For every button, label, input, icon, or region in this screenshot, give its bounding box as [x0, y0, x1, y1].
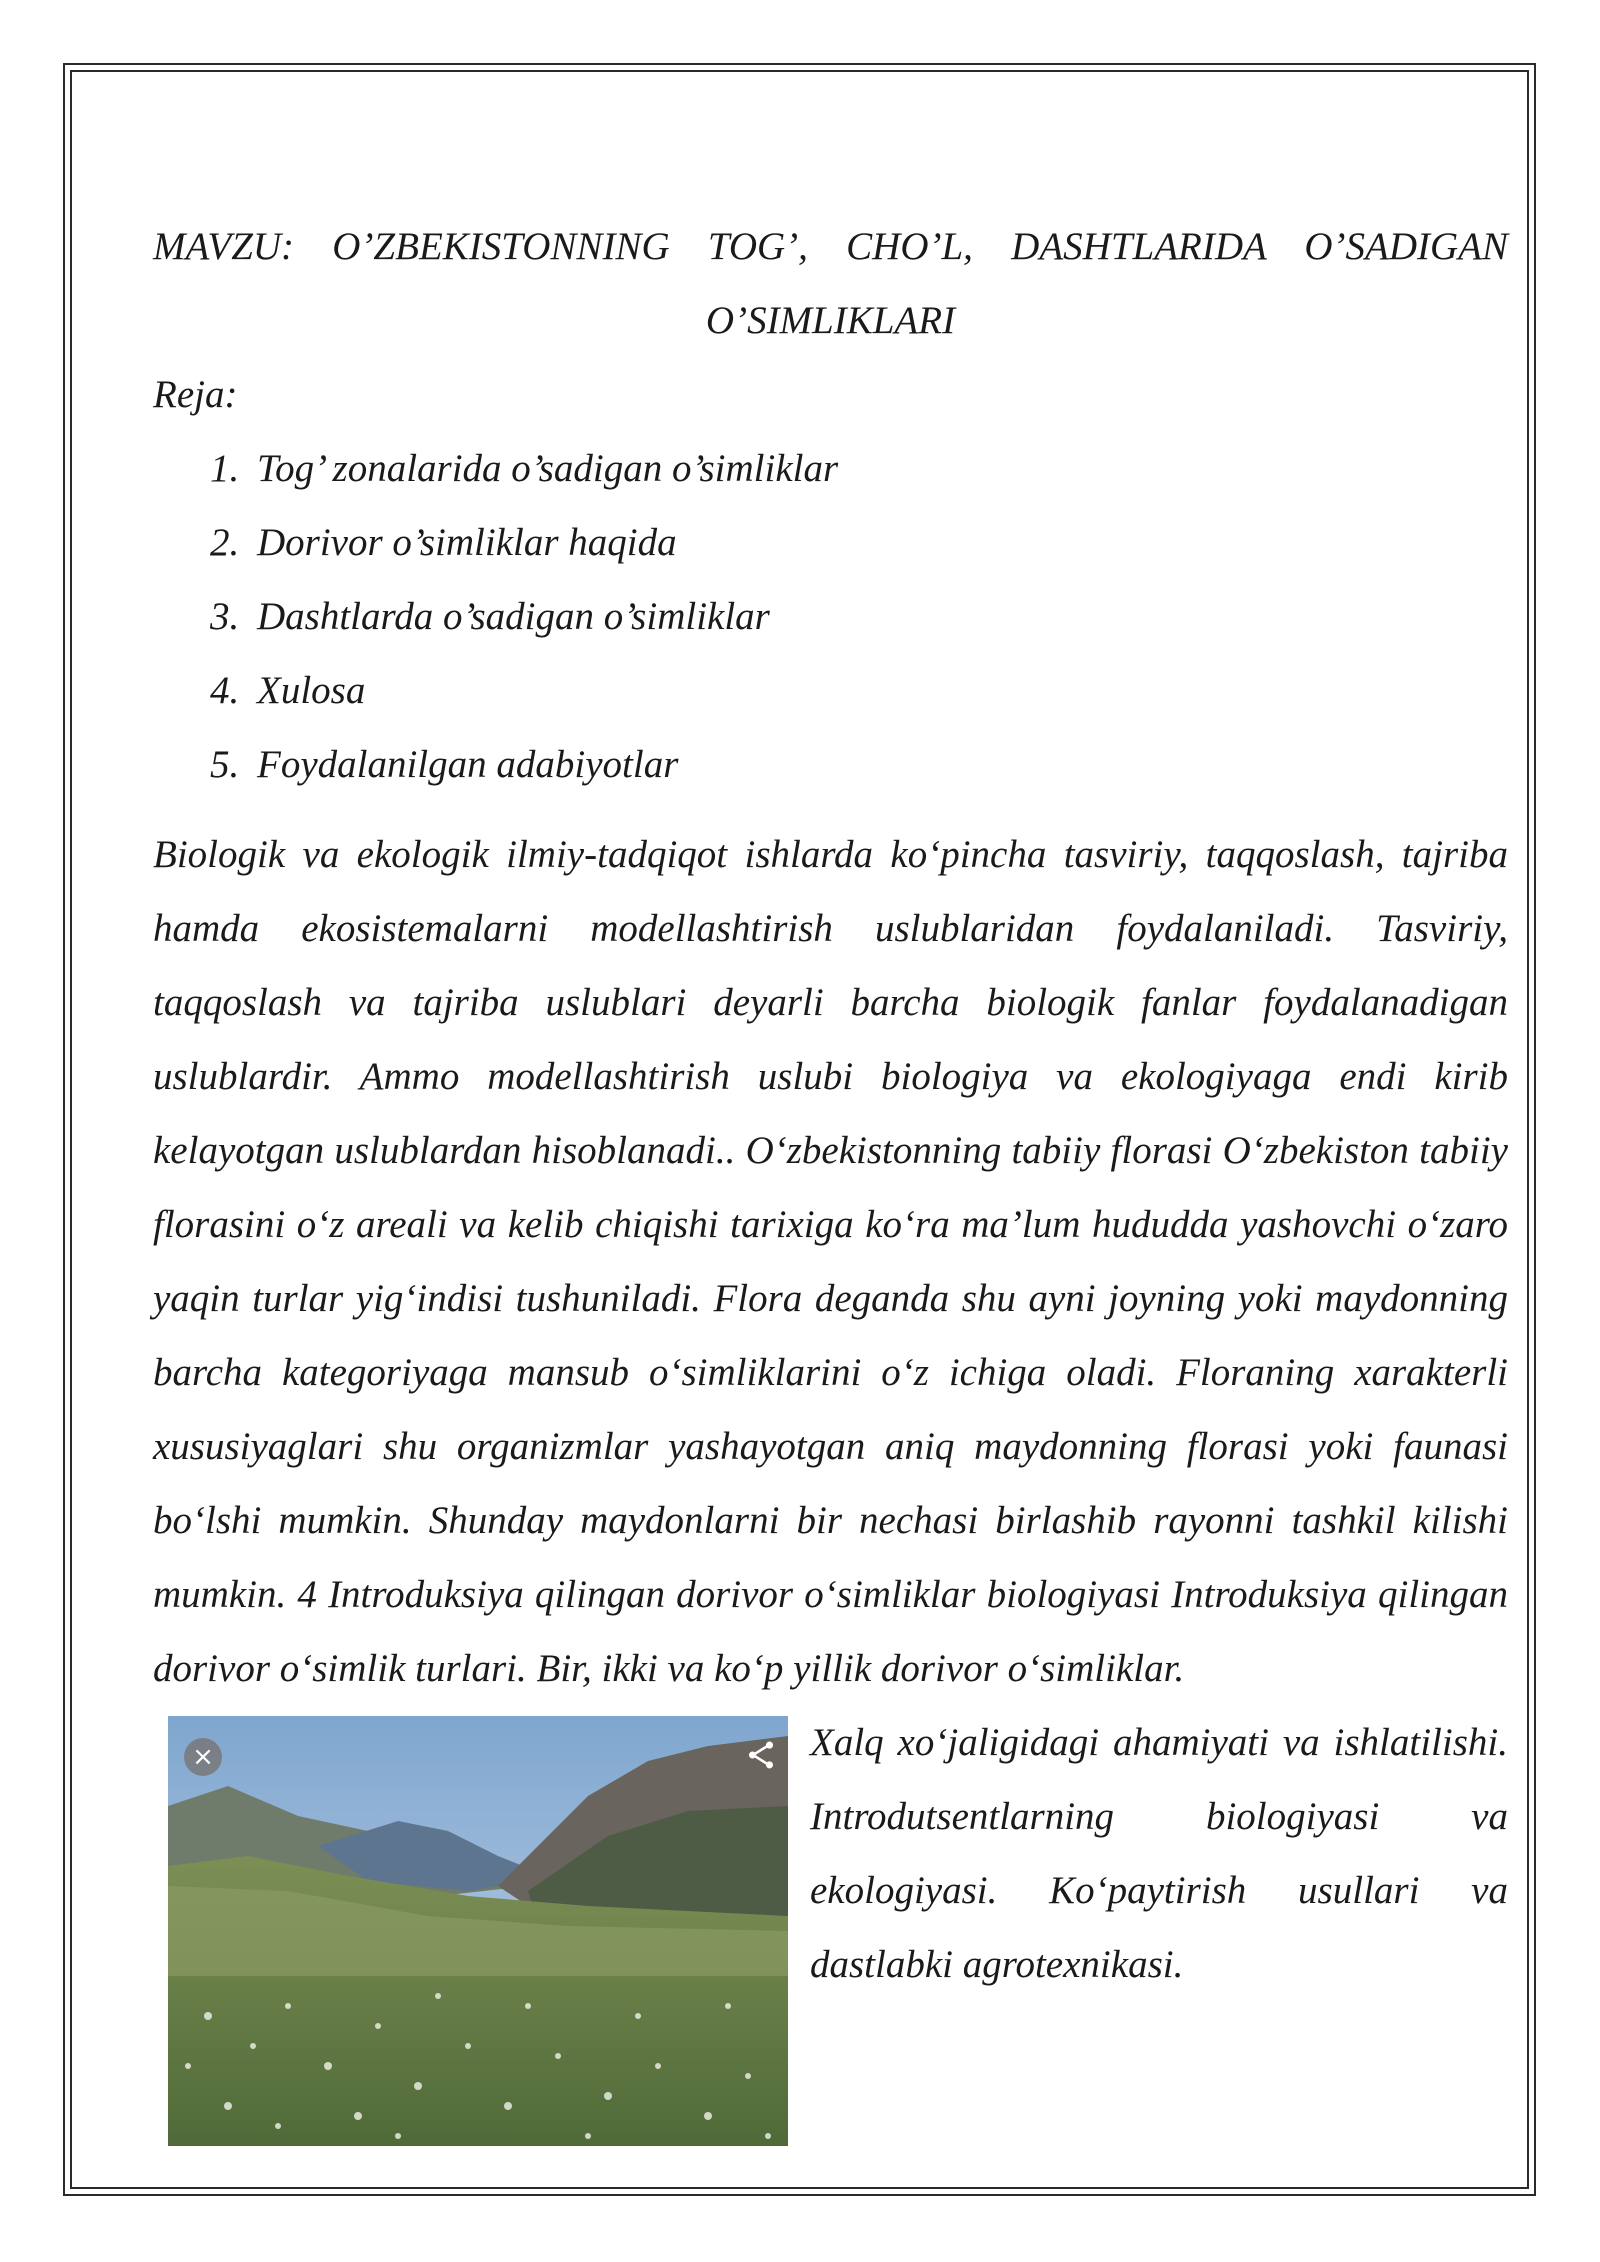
title-line-1: MAVZU: O’ZBEKISTONNING TOG’, CHO’L, DASHTLARIDA O’SADIGAN	[153, 225, 1508, 268]
paragraph-continued-text: Xalq xo‘jaligidagi ahamiyati va ishlatilishi. Introdutsentlarning biologiyasi va ekologiyasi. Ko‘paytirish usullari va dastlabki agrotexnikasi.	[810, 1721, 1508, 1986]
plan-label: Reja:	[153, 373, 238, 416]
title-line-2: O’SIMLIKLARI	[705, 299, 956, 342]
document-title	[153, 210, 1508, 358]
main-paragraph	[153, 818, 1508, 1706]
close-icon[interactable]: ×	[184, 1738, 222, 1776]
plan-item: 4. Xulosa	[249, 654, 1508, 728]
plan-item: 5. Foydalanilgan adabiyotlar	[249, 728, 1508, 802]
paragraph-text: Biologik va ekologik ilmiy-tadqiqot ishlarda ko‘pincha tasviriy, taqqoslash, tajriba hamda ekosistemalarni modellashtirish uslublaridan foydalaniladi. Tasviriy, taqqoslash va tajriba uslublari deyarli barcha biologik fanlar foydalanadigan uslublardir. Ammo modellashtirish uslubi biologiya va ekologiyaga endi kirib kelayotgan uslublardan hisoblanadi.. O‘zbekistonning tabiiy florasi O‘zbekiston tabiiy florasini o‘z areali va kelib chiqishi tarixiga ko‘ra ma’lum hududda yashovchi o‘zaro yaqin turlar yig‘indisi tushuniladi. Flora deganda shu ayni joyning yoki maydonning barcha kategoriyaga mansub o‘simliklarini o‘z ichiga oladi. Floraning xarakterli xususiyaglari shu organizmlar yashayotgan aniq maydonning florasi yoki faunasi bo‘lshi mumkin. Shunday maydonlarni bir nechasi birlashib rayonni tashkil kilishi mumkin. 4 Introduksiya qilingan dorivor o‘simliklar biologiyasi Introduksiya qilingan dorivor o‘simlik turlari. Bir, ikki va ko‘p yillik dorivor o‘simliklar.	[153, 833, 1508, 1690]
mountain-valley-photo	[168, 1716, 788, 2146]
share-icon[interactable]	[744, 1738, 778, 1772]
plan-item: 2. Dorivor o’simliklar haqida	[249, 506, 1508, 580]
plan-list	[153, 432, 1508, 802]
document-content	[153, 210, 1508, 2146]
mountain-valley-figure	[168, 1716, 788, 2146]
plan-item: 3. Dashtlarda o’sadigan o’simliklar	[249, 580, 1508, 654]
plan-item: 1. Tog’ zonalarida o’sadigan o’simliklar	[249, 432, 1508, 506]
